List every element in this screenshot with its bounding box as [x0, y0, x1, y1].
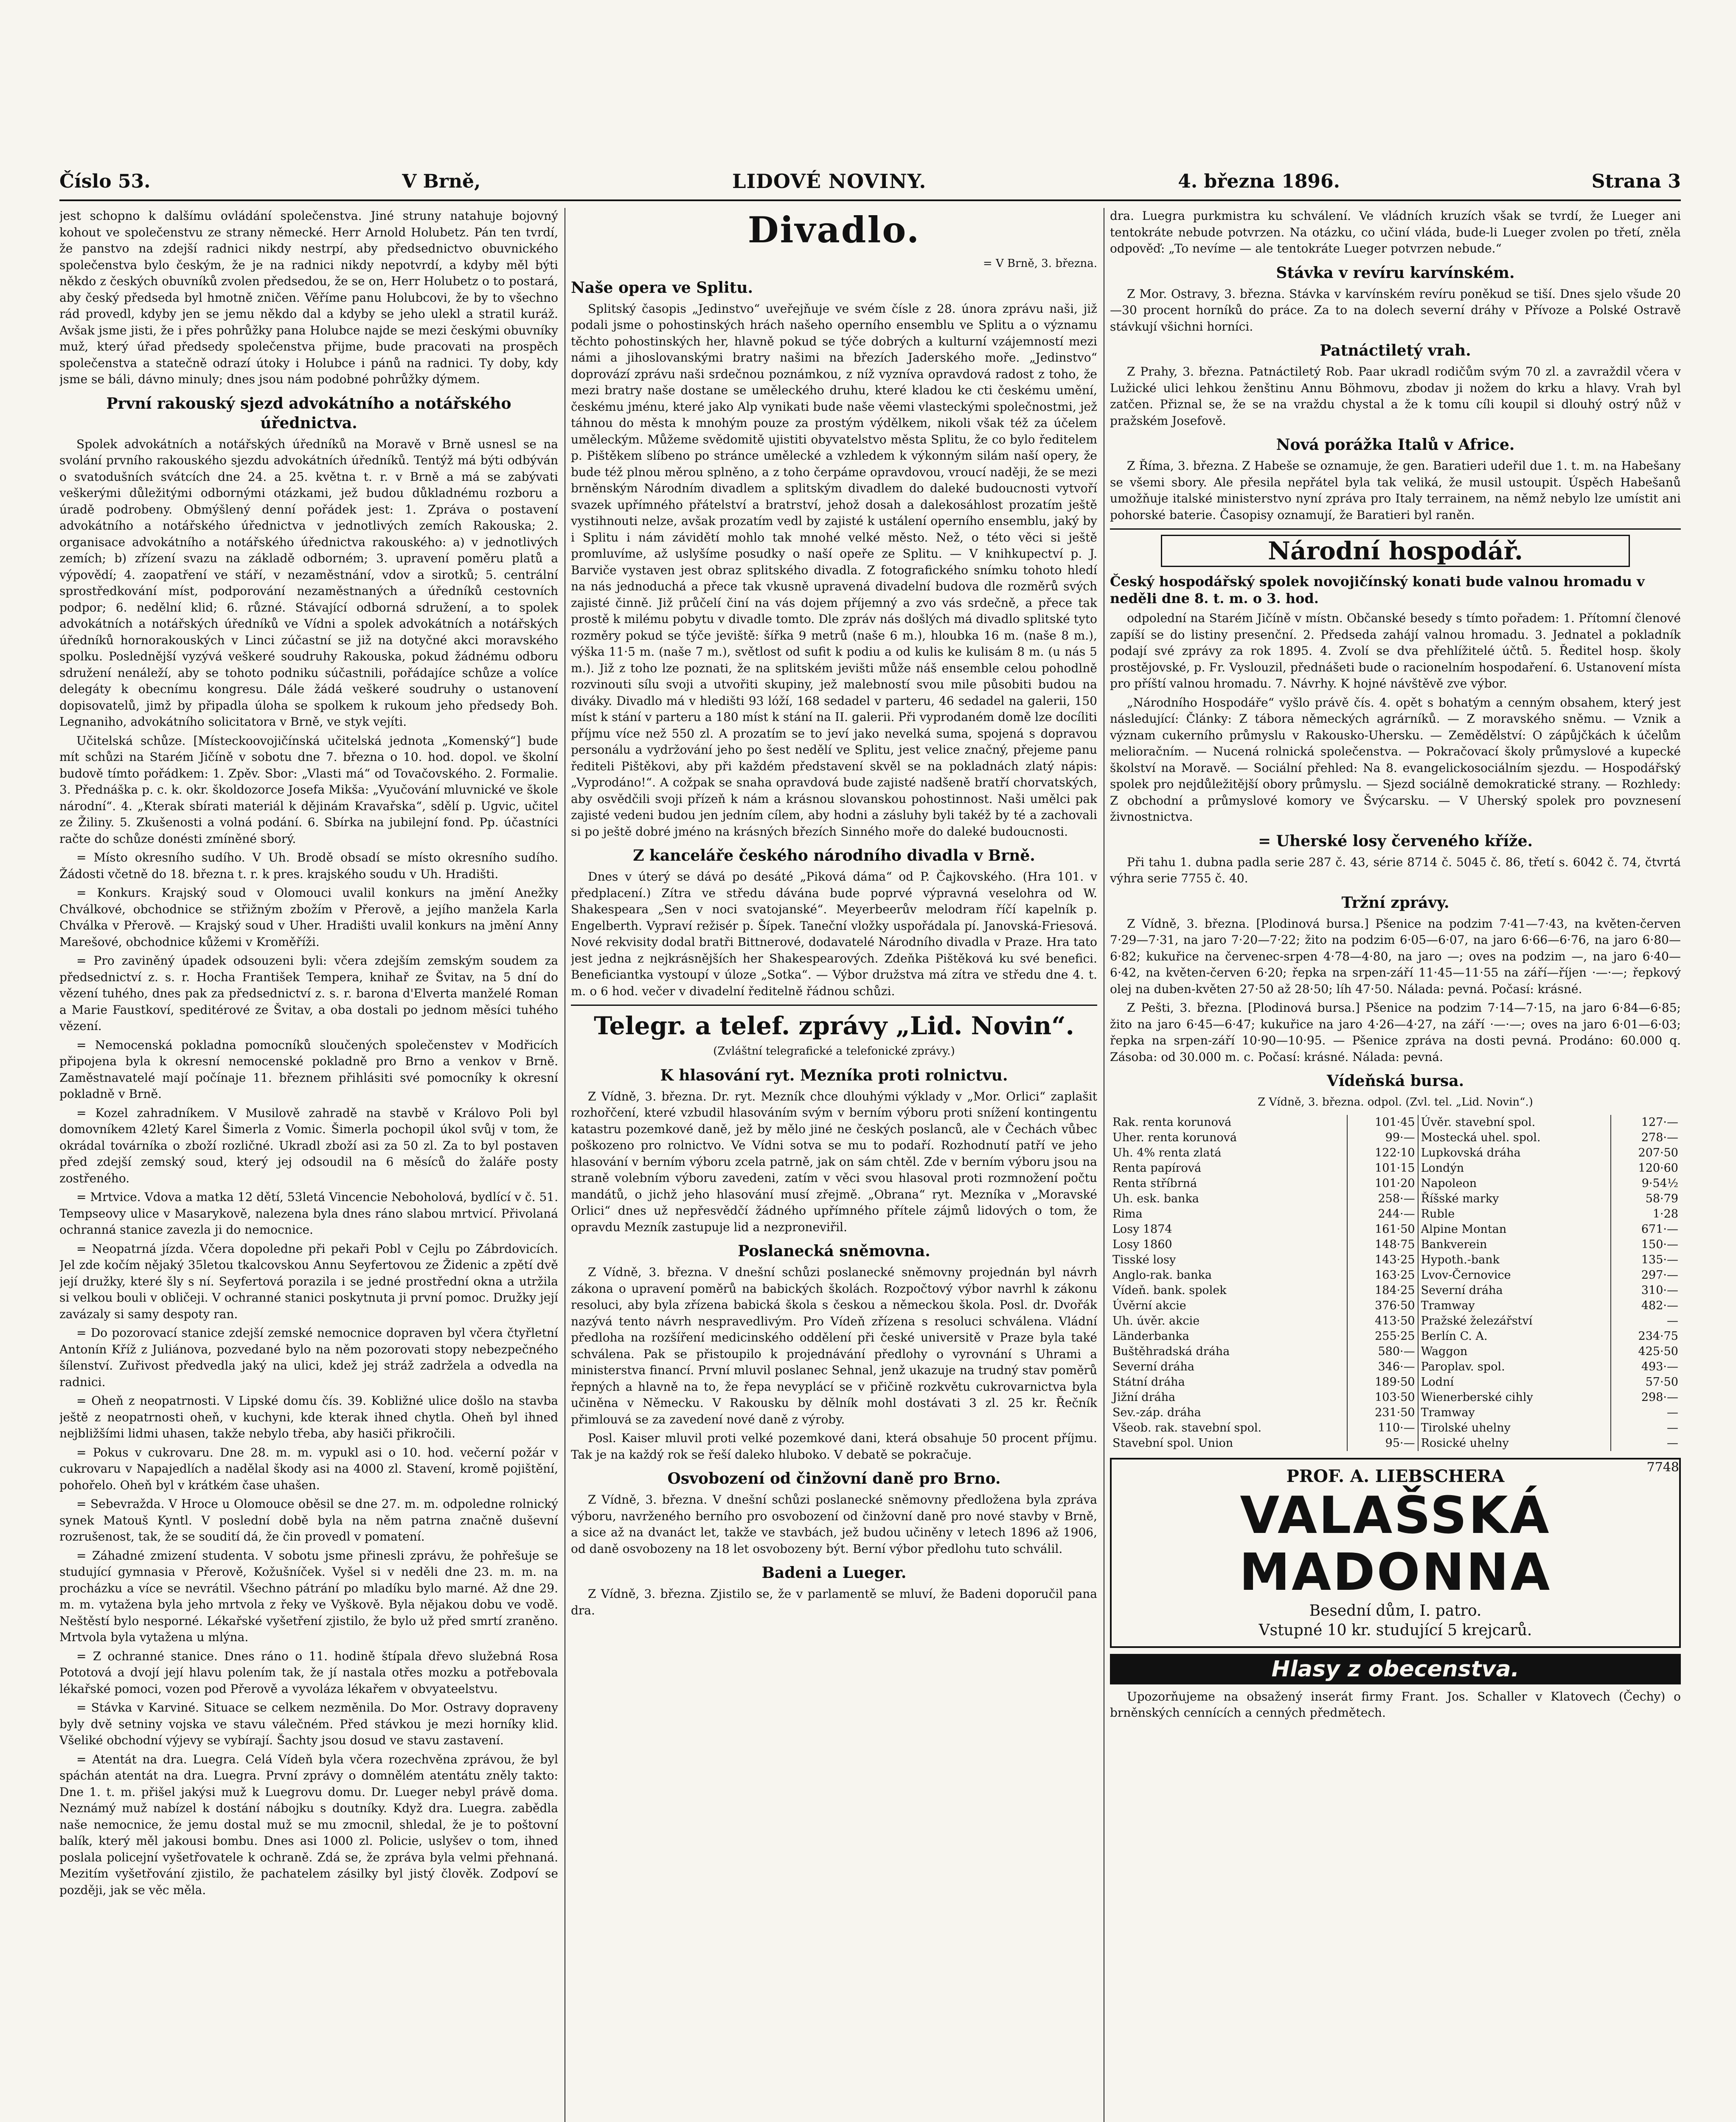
bursa-row	[1110, 1237, 1681, 1252]
section-title-hlasy: Hlasy z obecenstva.	[1110, 1654, 1681, 1684]
article-heading: První rakouský sjezd advokátního a notářského úřednictva.	[106, 394, 511, 432]
bursa-label: Vídeň. bank. spolek	[1110, 1283, 1347, 1298]
article-text: „Národního Hospodáře“ vyšlo právě čís. 4. opět s bohatým a cenným obsahem, který jest následující: Články: Z tábora německých agrárníků. — Z moravského sněmu. — Vznik a význam cukerního průmyslu v Rakousko-Uhersku. — Zemědělství: O zápůjčkách k účelům melioračním. — Nucená rolnická společenstva. — Pokračovací školy průmyslové a kupecké školství na Moravě. — Sociální přehled: Na 8. evangelickosociálním sjezdu. — Hospodářský spolek pro nejdůležitější obory průmyslu. — Sjezd sociálně demokratické strany. — Rozhledy: Z obchodní a průmyslové komory ve Švýcarsku. — V Uherský spolek pro povznesení živnostnictva.	[1110, 695, 1681, 824]
bursa-row	[1110, 1268, 1681, 1283]
bursa-row	[1110, 1145, 1681, 1161]
article-heading: = Uherské losy červeného kříže.	[1258, 832, 1533, 850]
article-text: = Konkurs. Krajský soud v Olomouci uvalil konkurs na jmění Anežky Chválkové, obchodnice se střižným zbožím v Přerově, a jejího manžela Karla Chválka v Přerově. — Krajský soud v Uher. Hradišti uvalil konkurs na jmění Anny Marešové, obchodnice kůžemi v Kroměříži.	[59, 886, 558, 949]
article-text: = Sebevražda. V Hroce u Olomouce oběsil se dne 27. m. m. odpoledne rolnický synek Matouš Kyntl. V poslední době byla na něm patrna značně duševní rozrušenost, tak, že se soudití dá, že čin provedl v pomatení.	[59, 1497, 558, 1544]
article-text: Při tahu 1. dubna padla serie 287 č. 43, série 8714 č. 5045 č. 86, třetí s. 6042 č. 74, čtvrtá výhra serie 7755 č. 40.	[1110, 855, 1681, 885]
bursa-value: —	[1667, 1421, 1678, 1434]
bursa-value: —	[1667, 1406, 1678, 1419]
article-text: Z Říma, 3. března. Z Habeše se oznamuje, že gen. Baratieri udeřil due 1. t. m. na Habešany se všemi sbory. Ale přesila nepřátel byla tak veliká, že musil ustoupit. Úspěch Habešanů umožňuje italské ministerstvo nyní zpráva pro Italy terrainem, na němž nebylo lze umístit ani pohorské baterie. Časopisy oznamují, že Baratieri byl raněn.	[1110, 459, 1681, 522]
bursa-value: 95·—	[1347, 1436, 1418, 1451]
bursa-row	[1110, 1420, 1681, 1436]
bursa-value: 99·—	[1347, 1130, 1418, 1145]
bursa-value: 425·50	[1638, 1344, 1678, 1358]
bursa-value: 127·—	[1641, 1115, 1678, 1129]
bursa-value: 101·15	[1347, 1161, 1418, 1176]
bursa-value: —	[1667, 1436, 1678, 1450]
bursa-row	[1110, 1176, 1681, 1191]
bursa-value: 120·60	[1638, 1161, 1678, 1175]
bursa-label: Severní dráha	[1110, 1359, 1347, 1375]
bursa-label: Renta papírová	[1110, 1161, 1347, 1176]
bursa-label: Sev.-záp. dráha	[1110, 1405, 1347, 1420]
column-1	[59, 208, 558, 2122]
article-text: = Oheň z neopatrnosti. V Lipské domu čís. 39. Kobližné ulice došlo na stavba ještě z neopatrnosti oheň, v kuchyni, kde kterak ihned chytla. Oheň byl ihned nejbližšími lidmi uhasen, takže nebylo třeba, aby hasiči přikročili.	[59, 1394, 558, 1440]
bursa-label: Tirolské uhelny	[1418, 1420, 1611, 1436]
bursa-label: Říšské marky	[1418, 1191, 1611, 1207]
bursa-label: Londýn	[1418, 1161, 1611, 1176]
bursa-value: 258·—	[1347, 1191, 1418, 1207]
bursa-value: 671·—	[1641, 1222, 1678, 1236]
bursa-label: Tisské losy	[1110, 1252, 1347, 1268]
article-text: Z Vídně, 3. března. Dr. ryt. Mezník chce dlouhými výklady v „Mor. Orlici“ zaplašit rozhořčení, které vzbudil hlasováním svým v berním výboru proti snížení kontingentu katastru pozemkové daně, jež by mělo jiné ne českých poslanců, ale v Čechách vůbec poškozeno pro rolnictvo. Ve Vídni sotva se mu to podaří. Rozhodnutí patří ve jeho hlasování v berním výboru zcela patrně, jak on sám chtěl. Zde v berním výboru jsou na straně volebním výboru zavedeni, zatím v věci svou hlasoval proti rozmnožení počtu mandátů, o jichž jeho hlasování musí zřejmě. „Obrana“ ryt. Mezníka v „Moravské Orlici“ dnes už nepřesvědčí žádného upřímného přítele zájmů lidových o tom, že opravdu Mezník zastupuje lid a nezproneviřil.	[571, 1089, 1097, 1234]
article-text: = Pokus v cukrovaru. Dne 28. m. m. vypukl asi o 10. hod. večerní požár v cukrovaru v Napajedlích a nadělal škody asi na 4000 zl. Stavení, kromě pojištění, pohořelo. Oheň byl v krátkém čase uhašen.	[59, 1445, 558, 1492]
bursa-row	[1110, 1375, 1681, 1390]
ad-number: 7748	[1646, 1460, 1679, 1475]
bursa-row	[1110, 1359, 1681, 1375]
article-text: = Nemocenská pokladna pomocníků sloučených společenstev v Modřicích připojena byla k okresní nemocenské pokladně pro Brno a venkov v Brně. Zaměstnavatelé mají počínaje 11. březnem přihlásiti své pomocníky k okresní pokladně v Brně.	[59, 1038, 558, 1101]
issue-number: Číslo 53.	[59, 170, 151, 192]
article-text: Posl. Kaiser mluvil proti velké pozemkové dani, která obsahuje 50 procent příjmu. Tak je na každý rok se řeší daleko hluboko. V debatě se pokračuje.	[571, 1431, 1097, 1462]
article-text: = Stávka v Karviné. Situace se celkem nezměnila. Do Mor. Ostravy dopraveny byly dvě setniny vojska ve stavu válečném. Před stávkou je mezi horníky klid. Všeliké obchodní výjevy se vybírají. Šachty jsou dosud ve stavu zastavení.	[59, 1701, 558, 1747]
bursa-row	[1110, 1344, 1681, 1359]
bursa-row	[1110, 1283, 1681, 1298]
bursa-label: Bankverein	[1418, 1237, 1611, 1252]
bursa-row	[1110, 1329, 1681, 1344]
bursa-value: 482·—	[1641, 1299, 1678, 1312]
bursa-label: Hypoth.-bank	[1418, 1252, 1611, 1268]
ad-admission: Vstupné 10 kr. studující 5 krejcarů.	[1258, 1621, 1532, 1639]
article-text: = Atentát na dra. Luegra. Celá Vídeň byla včera rozechvěna zprávou, že byl spáchán atentát na dra. Luegra. První zprávy o domnělém atentátu zněly takto: Dne 1. t. m. přišel jakýsi muž k Luegrovu domu. Dr. Lueger nebyl právě doma. Neznámý muž nabízel k dostání nábojku s doutníky. Když dra. Luegra. zabědla naše nemocnice, že jemu dostal muž se mu zmocnil, shledal, že je to poštovní balík, který měl jakousi bombu. Dnes asi 1000 zl. Policie, uslyšev o tom, ihned poslala policejní vyšetřovatele k ochraně. Zdá se, že zpráva byla velmi přehnaná. Mezitím vyšetřování zjistilo, že pachatelem zásilky byl jistý člověk. Zodpoví se později, jak se věc měla.	[59, 1752, 558, 1897]
article-text: Splitský časopis „Jedinstvo“ uveřejňuje ve svém čísle z 28. února zprávu naši, již podali jsme o pohostinských hrách našeho operního ensemblu ve Splitu a o významu těchto pohostinských her, hlavně pokud se týče dobrých a kulturní vzájemností mezi námi a jihoslovanskými bratry našimi na březích Jaderského moře. „Jedinstvo“ doprovází zprávu naši srdečnou poznámkou, z níž vyzníva opravdová radost z toho, že mezi bratry naše dostane se uměleckého druhu, které kladou ke cti českému umění, českému jménu, které jako Alp vynikati bude naše věemi vlasteckými společnostmi, jež táhnou do města k mnohým pouze za prostým výdělkem, nikoli však též za účelem uměleckým. Můžeme svědomitě ujistiti obyvatelstvo města Splitu, že co bylo ředitelem p. Pištěkem slíbeno po stránce umělecké a vzhledem k výkonným silám naší opery, že bude též plnou měrou splněno, a z toho čerpáme opravdovou, vroucí naději, že se mezi brněnským Národním divadlem a splitským divadlem do daleké budoucnosti vytvoří svazek upřímného přátelství a bratrství, jehož dosah a dalekosáhlost prozatím ještě vystihnouti nelze, avšak prozatím vedl by zajisté k ustálení operního ensemblu, jaký by i Splitu i nám závidětí mohlo tak mnohé velké město. Než, o této věci si ještě promluvíme, až uslyšíme posudky o naší opeře ze Splitu. — V knihkupectví p. J. Barviče vystaven jest obraz splitského divadla. Z fotografického snímku tohoto hledí na nás jednoduchá a přece tak vkusně upravená divadelní budova dle rozměrů svých zajisté činně. Již průčelí činí na vás dojem příjemný a zvo vás srdečně, a přece tak prostě k milému pobytu v divadle tomto. Dle zpráv nás došlých má divadlo splitské tyto rozměry pokud se týče jeviště: šířka 9 metrů (naše 6 m.), hloubka 16 m. (naše 8 m.), výška 11·5 m. (naše 7 m.), světlost od sufit k podiu a od kulis ke kulisám 8 m. (u nás 5 m.). Již z toho lze poznati, že na splitském jevišti může náš ensemble celou pohodlně rozvinouti sílu svoji a utvořiti skupiny, jež malebností svou mile působiti budou na diváky. Divadlo má v hledišti 93 lóží, 168 sedadel v parteru, 46 sedadel na galerii, 150 míst k stání v parteru a 180 míst k stání na II. galerii. Při vyprodaném domě lze docíliti příjmu více než 550 zl. A prozatím se to jeví jako nevelká suma, spojená s dopravou personálu a vydržování jeho po šest nedělí ve Splitu, jest velice značný, přejeme panu řediteli Pištěkovi, aby při každém představení skvěl se na pokladnách zlatý nápis: „Vyprodáno!“. A cožpak se snaha opravdová bude zajisté nadšeně bratří chorvatských, aby osvědčili svoji přízeň k nám a krásnou slovanskou pohostinnost. Naši umělci pak zajisté vedeni budou jen jedním cílem, aby hodni a zásluhy byli takéž by té a zachovali si po ještě dobré jméno na krásných březích Sinného moře do daleké budoucnosti.	[571, 301, 1097, 839]
article-heading: K hlasování ryt. Mezníka proti rolnictvu.	[660, 1066, 1008, 1084]
article-text: Z Prahy, 3. března. Patnáctiletý Rob. Paar ukradl rodičům svým 70 zl. a zavraždil včera v Lužické ulici lehkou ženštinu Annu Böhmovu, zbodav ji nožem do krku a hlavy. Vrah byl zatčen. Přiznal se, že se na vraždu chystal a že k tomu cíli koupil si dlouhý ostrý nůž v pražském Josefově.	[1110, 365, 1681, 428]
bursa-label: Rima	[1110, 1207, 1347, 1222]
bursa-value: 297·—	[1641, 1268, 1678, 1282]
section-subtitle: (Zvláštní telegrafické a telefonické zprávy.)	[713, 1045, 955, 1058]
bursa-value: 135·—	[1641, 1253, 1678, 1266]
bursa-row	[1110, 1115, 1681, 1130]
bursa-label: Länderbanka	[1110, 1329, 1347, 1344]
article-text: Spolek advokátních a notářských úředníků na Moravě v Brně usnesl se na svolání prvního rakouského sjezdu advokátních úředníků. Tentýž má býti odbýván o svatodušních svátcích dne 24. a 25. května t. r. v Brně a má se zabývati veškerými důležitými odbornými otázkami, jež budou důkladnému rozboru a úradě podrobeny. Obmýšlený denní pořádek jest: 1. Zpráva o postavení advokátního a notářského úřednictva v jednotlivých zemích Rakouska; 2. organisace advokátního a notářského úřednictva rakouského: a) v jednotlivých zemích; b) zřízení svazu na základě odborném; 3. upravení poměru platů a výpovědí; 4. zaopatření ve stáří, v nezaměstnání, vdov a sirotků; 5. centrální sprostředkování míst, podporování nezaměstnaných a úředníků cestovních podpor; 6. nedělní klid; 6. různé. Stávající odborná sdružení, a to spolek advokátních a notářských úředníků ve Vídni a spolek advokátních a notářských úředníků hornorakouských v Linci zúčastní se již na dotyčné akci moravského spolku. Poslednější vyzývá veškeré soudruhy Rakouska, pokud žádnému odboru sdružení nenáleží, aby se tohoto podniku súčastnili, pořádajíce schůze a volíce delegáty k obecnímu kongresu. Dále žádá veškeré soudruhy o ustanovení dopisovatelů, jimž by připadla úloha se spolkem k rukoum jeho předsedy Boh. Legnaniho, advokátního solicitatora v Brně, ve styk vejíti.	[59, 437, 558, 729]
newspaper-title: LIDOVÉ NOVINY.	[732, 170, 927, 193]
article-heading: Stávka v revíru karvínském.	[1276, 264, 1515, 282]
bursa-row	[1110, 1314, 1681, 1329]
bursa-value: 143·25	[1347, 1252, 1418, 1268]
bursa-value: 231·50	[1347, 1405, 1418, 1420]
article-text: = Neopatrná jízda. Včera dopoledne při pekaři Pobl v Cejlu po Zábrdovicích. Jel zde kočím nějaký 35letou tkalcovskou Annu Seyfertovou ze Židenic a zpětí dvě její družky, které šly s ní. Seyfertová porazila i se jedné prostřední okna a utržila si velkou bouli v obličeji. V ochranné stanici poskytnuta ji první pomoc. Družky její zavázaly si samy despoty ran.	[59, 1241, 558, 1321]
article-heading: Nová porážka Italů v Africe.	[1276, 436, 1515, 454]
article-heading: Z kanceláře českého národního divadla v Brně.	[633, 847, 1035, 865]
bursa-label: Losy 1874	[1110, 1222, 1347, 1237]
article-text: = Mrtvice. Vdova a matka 12 dětí, 53letá Vincencie Neboholová, bydlící v č. 51. Tempseovy ulice v Masarykově, nalezena byla dnes ráno slabou mrtvicí. Přivolaná ochranná stanice zavezla ji do nemocnice.	[59, 1190, 558, 1237]
bursa-value: 493·—	[1641, 1360, 1678, 1373]
divider	[571, 1005, 1097, 1006]
dateline: = V Brně, 3. března.	[983, 257, 1097, 270]
bursa-value: 278·—	[1641, 1131, 1678, 1144]
bursa-value: 184·25	[1347, 1283, 1418, 1298]
bursa-value: 1·28	[1652, 1207, 1678, 1221]
bursa-label: Úvěrní akcie	[1110, 1298, 1347, 1314]
bursa-value: 110·—	[1347, 1420, 1418, 1436]
bursa-label: Waggon	[1418, 1344, 1611, 1359]
bursa-subtitle: Z Vídně, 3. března. odpol. (Zvl. tel. „Lid. Novin“.)	[1258, 1096, 1533, 1109]
column-2	[571, 208, 1097, 2122]
bursa-label: Buštěhradská dráha	[1110, 1344, 1347, 1359]
article-heading: Naše opera ve Splitu.	[571, 278, 753, 297]
bursa-value: 103·50	[1347, 1390, 1418, 1405]
article-text: = Do pozorovací stanice zdejší zemské nemocnice dopraven byl včera čtyřletní Antonín Kříž z Juliánova, pozvedané bylo na něm pozorovati stopy nebezpečného šílenství. Zuřivost předvedla jaký na ulici, kdež jej stráž zadržela a odvedla na radnici.	[59, 1326, 558, 1389]
article-text: odpolední na Starém Jičíně v místn. Občanské besedy s tímto pořadem: 1. Přítomní členové zapíší se do listiny presenční. 2. Předseda zahájí valnou hromadu. 3. Jednatel a pokladník podají své zprávy za rok 1895. 4. Zvolí se dva přehlížitelé účtů. 5. Ředitel hosp. školy prostějovské, p. Fr. Vyslouzil, přednášeti bude o racionelním hospodaření. 6. Ustanovení místa pro příští valnou hromadu. 7. Návrhy. K hojné návštěvě zve výbor.	[1110, 611, 1681, 690]
bursa-label: Lvov-Černovice	[1418, 1268, 1611, 1283]
bursa-row	[1110, 1436, 1681, 1451]
bursa-value: 234·75	[1638, 1329, 1678, 1343]
bursa-value: 9·54½	[1641, 1176, 1678, 1190]
article-text: = Místo okresního sudího. V Uh. Brodě obsadí se místo okresního sudího. Žádosti včetně do 18. března t. r. k pres. krajského soudu v Uh. Hradišti.	[59, 850, 558, 881]
bursa-row	[1110, 1207, 1681, 1222]
article-text: Dnes v úterý se dává po desáté „Piková dáma“ od P. Čajkovského. (Hra 101. v předplacení.) Zítra ve středu dávána bude poprvé výpravná veselohra od W. Shakespeara „Sen v noci svatojanské“. Meyerbeerův melodram říčí kapelník p. Engelberth. Vypraví režisér p. Šípek. Taneční vložky uspořádala pí. Janovská-Friesová. Nové rekvisity dodal bratři Bittnerové, dodavatelé Národního divadla v Praze. Hra tato jest jedna z nejkrásnějších her Shakespearových. Zdeňka Pištěková ku své benefici. Beneficiantka vystoupí v úloze „Sotka“. — Výbor družstva má zítra ve středu dne 4. t. m. o 6 hod. večer v divadelní ředitelně řádnou schůzi.	[571, 870, 1097, 998]
bursa-value: 298·—	[1641, 1390, 1678, 1404]
article-text: = Z ochranné stanice. Dnes ráno o 11. hodině štípala dřevo služebná Rosa Pototová a dvojí její hlavu polením tak, že jí nastala otřes mozku a potřebovala lékařské pomoci, vozen pod Přerově a vyvoláza lékařem v obvyateelstvu.	[59, 1649, 558, 1696]
bursa-label: Uher. renta korunová	[1110, 1130, 1347, 1145]
bursa-label: Paroplav. spol.	[1418, 1359, 1611, 1375]
bursa-value: 244·—	[1347, 1207, 1418, 1222]
bursa-label: Uh. esk. banka	[1110, 1191, 1347, 1207]
bursa-label: Napoleon	[1418, 1176, 1611, 1191]
bursa-value: 376·50	[1347, 1298, 1418, 1314]
bursa-label: Berlín C. A.	[1418, 1329, 1611, 1344]
article-text: Z Vídně, 3. března. Zjistilo se, že v parlamentě se mluví, že Badeni doporučil pana dra.	[571, 1587, 1097, 1617]
bursa-row	[1110, 1252, 1681, 1268]
bursa-value: 413·50	[1347, 1314, 1418, 1329]
bursa-label: Mostecká uhel. spol.	[1418, 1130, 1611, 1145]
bursa-label: Losy 1860	[1110, 1237, 1347, 1252]
article-heading: Poslanecká sněmovna.	[738, 1242, 930, 1260]
bursa-value: 150·—	[1641, 1238, 1678, 1251]
bursa-label: Úvěr. stavební spol.	[1418, 1115, 1611, 1130]
article-heading: Český hospodářský spolek novojičínský konati bude valnou hromadu v neděli dne 8. t. m. o 3. hod.	[1110, 573, 1645, 606]
article-text: Z Vídně, 3. března. V dnešní schůzi poslanecké sněmovny předložena byla zpráva výboru, navrženého berního pro osvobození od činžovní daně pro nové stavby v Brně, a sice až na dvanáct let, takže ve stavbách, jež budou učiněny v letech 1896 až 1906, od daně osvobozeny na 18 let osvobozeny být. Berní výbor předlohu tuto schválil.	[571, 1493, 1097, 1556]
bursa-label: Renta stříbrná	[1110, 1176, 1347, 1191]
bursa-table	[1110, 1115, 1681, 1451]
bursa-label: Stavební spol. Union	[1110, 1436, 1347, 1451]
bursa-value: 101·45	[1347, 1115, 1418, 1130]
bursa-value: 161·50	[1347, 1222, 1418, 1237]
bursa-value: 58·79	[1645, 1192, 1678, 1205]
article-text: = Kozel zahradníkem. V Musilově zahradě na stavbě v Královo Poli byl domovníkem 42letý Karel Šimerla z Vomic. Šimerla pochopil úkol svůj v tom, že okrádal továrníka o zboží rozličné. Ukradl zboží asi za 50 zl. Za to byl postaven před zdejší zemský soud, který jej odsoudil na 6 měsíců do žaláře posty zostřeného.	[59, 1106, 558, 1185]
article-heading: Vídeňská bursa.	[1326, 1072, 1464, 1090]
bursa-row	[1110, 1390, 1681, 1405]
ad-title: VALAŠSKÁ MADONNA	[1239, 1486, 1552, 1602]
bursa-value: 346·—	[1347, 1359, 1418, 1375]
bursa-value: —	[1667, 1314, 1678, 1328]
place: V Brně,	[402, 170, 481, 192]
bursa-value: 189·50	[1347, 1375, 1418, 1390]
bursa-value: 207·50	[1638, 1146, 1678, 1159]
issue-date: 4. března 1896.	[1178, 170, 1340, 192]
article-text: = Záhadné zmizení studenta. V sobotu jsme přinesli zprávu, že pohřešuje se studující gymnasia v Přerově, Kožušníček. Vyšel si v neděli dne 23. m. m. na procházku a více se nevrátil. Všechno pátrání po mladíku bylo marné. Až dne 29. m. m. vytažena byla jeho mrtvola z řeky ve Vyškově. Byla nějakou dobu ve vodě. Neštěstí bylo nesporné. Lékařské vyšetření zjistilo, že bylo už před smrtí zraněno. Mrtvola byla vytažena u mlýna.	[59, 1548, 558, 1644]
article-text: = Pro zaviněný úpadek odsouzeni byli: včera zdejším zemským soudem za předsednictví z. s. r. Hocha František Tempera, knihař ze Švitav, na 5 dní do vězení tuhého, dnes pak za předsednictví z. s. r. barona d'Elverta manželé Roman a Marie Faustkoví, speditérové ze Švitav, a oba dostali po jednom měsíci tuhého vězení.	[59, 954, 558, 1033]
bursa-label: Rak. renta korunová	[1110, 1115, 1347, 1130]
bursa-label: Uh. úvěr. akcie	[1110, 1314, 1347, 1329]
article-text: jest schopno k dalšímu ovládání společenstva. Jiné struny natahuje bojovný kohout ve společenstvu ze strany německé. Herr Arnold Holubetz. Pán ten tvrdí, že panstvo na zdejší radnici nikdy nestrpí, aby předsednictvo obuvnického společenstva bylo českým, že je na radnici nikdy nepotvrdí, a kdyby měl býti někdo z českých obuvníků zvolen předsedou, že se on, Herr Holubetz o to postará, aby český předseda byl hmotně zničen. Věříme panu Holubcovi, že by to všechno rád provedl, kdyby jen se jemu někdo dal a kdyby se jeho ulekl a stratil kuráž. Avšak jsme jisti, že i přes pohrůžky pana Holubce najde se mezi českými obuvníky muž, který úřad předsedy společenstva přijme, bude pracovati na prospěch společenstva a statečně odrazí útoky i Holubce i pánů na radnici. Ty doby, kdy jsme se báli, dávno minuly; dnes jsou nám podobné pohrůžky dýmem.	[59, 209, 558, 386]
article-text: Z Vídně, 3. března. V dnešní schůzi poslanecké sněmovny projednán byl návrh zákona o upravení poměrů na babických školách. Rozpočtový výbor navrhl k zákonu resoluci, aby byla zřízena babická škola s českou a německou škola. Posl. dr. Dvořák nazývá tento návrh nespravedlivým. Pro Vídeň zřízena s resoluci schválena. Vládní předloha na rozšíření medicinského oddělení při české universitě v Praze byla také schválena. Pak se přistoupilo k projednávání předlohy o vyrovnání s Uhrami a ministerstva financí. První mluvil poslanec Sehnal, jenž ukazuje na trudný stav poměrů řepných a hlavně na to, že řepa nevyplácí se v přičině rozkvětu cukrovarnictva byla učiněna v Německu. V Rakousku by dělník mohl dostávati 3 zl. 25 kr. Řečník přimlouvá se za zavedení nové daně z výroby.	[571, 1265, 1097, 1426]
bursa-value: 255·25	[1347, 1329, 1418, 1344]
ad-author: PROF. A. LIEBSCHERA	[1286, 1466, 1505, 1486]
bursa-label: Všeob. rak. stavební spol.	[1110, 1420, 1347, 1436]
bursa-value: 580·—	[1347, 1344, 1418, 1359]
bursa-row	[1110, 1405, 1681, 1420]
bursa-row	[1110, 1130, 1681, 1145]
article-text: Učitelská schůze. [Místeckoovojičínská učitelská jednota „Komenský“] bude mít schůzi na Starém Jičíně v sobotu dne 7. března o 10. hod. dopol. ve školní budově tímto pořádkem: 1. Zpěv. Sbor: „Vlasti má“ od Tovačovského. 2. Formalie. 3. Přednáška p. c. k. okr. školdozorce Josefa Mikša: „Vyučování mluvnické ve škole národní“. 4. „Kterak sbírati materiál k dějinám Kravařska“, sdělí p. Ugvic, učitel ze Žiliny. 5. Zkušenosti a volná podání. 6. Sbírka na jubilejní fond. Pp. účastníci račte do schůze donésti zmíněné sborý.	[59, 733, 558, 846]
bursa-value: 101·20	[1347, 1176, 1418, 1191]
bursa-row	[1110, 1298, 1681, 1314]
bursa-label: Rosické uhelny	[1418, 1436, 1611, 1451]
bursa-label: Jižní dráha	[1110, 1390, 1347, 1405]
article-text: Z Pešti, 3. března. [Plodinová bursa.] Pšenice na podzim 7·14—7·15, na jaro 6·84—6·85; žito na jaro 6·45—6·47; kukuřice na jaro 4·26—4·27, na září ·—·—; oves na jaro 6·01—6·03; řepka na srpen-září 10·90—10·95. — Pšenice zpráva na dosti pevná. Prodáno: 60.000 q. Zásoba: od 30.000 m. c. Počasí: krásné. Nálada: pevná.	[1110, 1001, 1681, 1064]
article-text: Z Mor. Ostravy, 3. března. Stávka v karvínském revíru poněkud se tiší. Dnes sjelo všude 20—30 procent horníků do práce. Za to na dolech severní dráhy v Přívoze a Polské Ostravě stávkují všichni horníci.	[1110, 286, 1681, 334]
bursa-value: 57·50	[1645, 1375, 1678, 1389]
bursa-label: Uh. 4% renta zlatá	[1110, 1145, 1347, 1161]
article-text: Upozorňujeme na obsažený inserát firmy Frant. Jos. Schaller v Klatovech (Čechy) o brněnských cennících a cenných předmětech.	[1110, 1689, 1681, 1720]
ad-venue: Besední dům, I. patro.	[1309, 1602, 1482, 1620]
bursa-value: 148·75	[1347, 1237, 1418, 1252]
bursa-label: Ruble	[1418, 1207, 1611, 1222]
bursa-label: Lodní	[1418, 1375, 1611, 1390]
bursa-row	[1110, 1161, 1681, 1176]
bursa-label: Severní dráha	[1418, 1283, 1611, 1298]
article-text: dra. Luegra purkmistra ku schválení. Ve vládních kruzích však se tvrdí, že Lueger ani tentokráte nebude potvrzen. Na otázku, co učiní vláda, bude-li Lueger zvolen po třetí, zněla odpověď: „To nevíme — ale tentokráte Lueger potvrzen nebude.“	[1110, 209, 1681, 255]
section-title-divadlo: Divadlo.	[747, 209, 921, 251]
bursa-label: Alpine Montan	[1418, 1222, 1611, 1237]
article-heading: Osvobození od činžovní daně pro Brno.	[667, 1470, 1001, 1488]
column-3	[1110, 208, 1681, 2122]
bursa-row	[1110, 1222, 1681, 1237]
section-title-telegrams: Telegr. a telef. zprávy „Lid. Novin“.	[594, 1011, 1074, 1040]
bursa-value: 163·25	[1347, 1268, 1418, 1283]
page-number: Strana 3	[1591, 170, 1681, 192]
section-title-narodni-hospodar: Národní hospodář.	[1161, 535, 1630, 567]
bursa-label: Státní dráha	[1110, 1375, 1347, 1390]
bursa-label: Tramway	[1418, 1298, 1611, 1314]
header-rule	[59, 199, 1681, 201]
advertisement	[1110, 1458, 1681, 1648]
bursa-label: Pražské železářství	[1418, 1314, 1611, 1329]
page-header	[59, 166, 1681, 196]
article-heading: Tržní zprávy.	[1341, 893, 1449, 912]
article-heading: Patnáctiletý vrah.	[1320, 342, 1471, 359]
bursa-value: 310·—	[1641, 1283, 1678, 1297]
article-heading: Badeni a Lueger.	[761, 1564, 907, 1582]
bursa-label: Wienerberské cihly	[1418, 1390, 1611, 1405]
article-text: Z Vídně, 3. března. [Plodinová bursa.] Pšenice na podzim 7·41—7·43, na květen-červen 7·29—7·31, na jaro 7·20—7·22; žito na podzim 6·05—6·07, na jaro 6·66—6·76, na jaro 6·80—6·82; kukuřice na červenec-srpen 4·78—4·80, na jaro —; oves na podzim —, na jaro 6·40—6·42, na květen-červen 6·20; řepka na srpen-září 11·45—11·55 na září—říjen ·—·—; řepkový olej na duben-květen 27·50 až 28·50; líh 47·50. Nálada: pevná. Počasí: krásné.	[1110, 916, 1681, 996]
bursa-row	[1110, 1191, 1681, 1207]
bursa-label: Lupkovská dráha	[1418, 1145, 1611, 1161]
bursa-label: Tramway	[1418, 1405, 1611, 1420]
bursa-value: 122·10	[1347, 1145, 1418, 1161]
bursa-label: Anglo-rak. banka	[1110, 1268, 1347, 1283]
divider	[1110, 528, 1681, 530]
